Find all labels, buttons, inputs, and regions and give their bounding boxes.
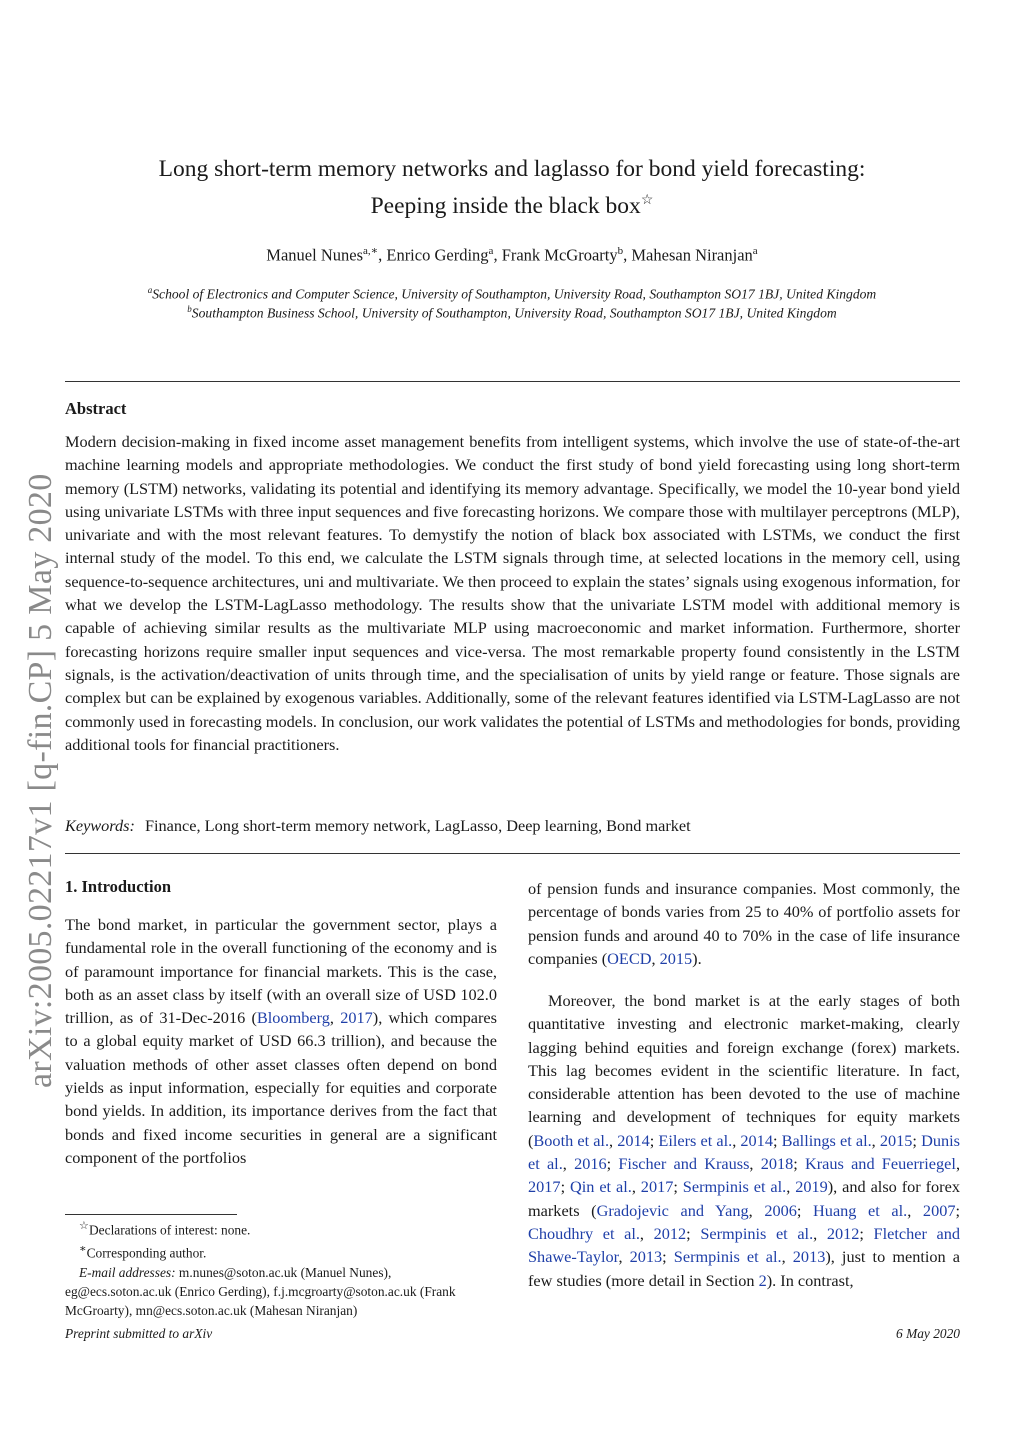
section-reference[interactable]: 2	[758, 1270, 767, 1290]
mid-rule	[65, 853, 960, 854]
citation-year[interactable]: 2014	[617, 1130, 650, 1150]
affiliation-a: $^a$School of Electronics and Computer Science, University of Southampton, University Road, Southampton SO17 1BJ, United Kingdom	[147, 285, 877, 302]
footnote-emails: E-mail addresses: m.nunes@soton.ac.uk (Manuel Nunes), eg@ecs.soton.ac.uk (Enrico Gerding), f.j.mcgroarty@soton.ac.uk (Frank McGroarty), mn@ecs.soton.ac.uk (Mahesan Niranjan)	[65, 1264, 456, 1319]
author-gerding-affil[interactable]: a	[488, 245, 494, 257]
author-nunes-affil[interactable]: a,∗	[363, 245, 379, 257]
footnote-rule	[65, 1214, 237, 1215]
citation-year[interactable]: 2012	[826, 1223, 860, 1243]
citation-year[interactable]: 2012	[653, 1223, 687, 1243]
citation[interactable]: Ballings et al.	[781, 1130, 872, 1150]
author-mcgroarty-affil[interactable]: b	[617, 245, 624, 257]
citation[interactable]: Eilers et al.	[658, 1130, 733, 1150]
citation-year[interactable]: 2018	[760, 1154, 794, 1174]
citation[interactable]: Sermpinis et al.	[673, 1247, 782, 1267]
footer-date: 6 May 2020	[896, 1326, 960, 1341]
citation-year[interactable]: 2017	[640, 1177, 674, 1197]
footer-preprint-note: Preprint submitted to arXiv	[65, 1326, 213, 1341]
citation[interactable]: Fletcher and Shawe-Taylor	[528, 1223, 960, 1267]
citation[interactable]: Choudhry et al.	[528, 1223, 640, 1243]
citation-year[interactable]: 2017	[528, 1177, 561, 1197]
author-mcgroarty: Frank McGroarty	[501, 245, 618, 265]
citation-oecd-year[interactable]: 2015	[659, 948, 693, 968]
footnote-corresponding: ∗Corresponding author.	[79, 1242, 207, 1261]
citation-year[interactable]: 2019	[795, 1177, 828, 1197]
keywords-list: Finance, Long short-term memory network, LagLasso, Deep learning, Bond market	[144, 816, 691, 835]
keywords-label: Keywords:	[65, 816, 135, 835]
citation[interactable]: Sermpinis et al.	[682, 1177, 787, 1197]
citation[interactable]: Dunis et al.	[528, 1130, 960, 1174]
title-line-2: Peeping inside the black box☆	[370, 192, 654, 219]
paper-title	[60, 154, 964, 222]
arxiv-sidebar-identifier: arXiv:2005.02217v1 [q-fin.CP] 5 May 2020	[22, 473, 59, 1088]
citation[interactable]: Booth et al.	[533, 1130, 610, 1150]
citation-year[interactable]: 2016	[574, 1154, 607, 1174]
intro-right-paragraph-1: of pension funds and insurance companies. Most commonly, the percentage of bonds varies from 25 to 40% of portfolio assets for pension funds and around 40 to 70% in the case of life insurance companies (OECD, 2015).	[528, 879, 960, 968]
author-niranjan: Mahesan Niranjan	[631, 245, 753, 265]
intro-right-paragraph-2: Moreover, the bond market is at the early stages of both quantitative investing and electronic market-making, clearly lagging behind equities and foreign exchange (forex) markets. This lag becomes evident in the scientific literature. In fact, considerable attention has been devoted to the use of machine learning and development of techniques for equity markets (Booth et al., 2014; Eilers et al., 2014; Ballings et al., 2015; Dunis et al., 2016; Fischer and Krauss, 2018; Kraus and Feuerriegel, 2017; Qin et al., 2017; Sermpinis et al., 2019), and also for forex markets (Gradojevic and Yang, 2006; Huang et al., 2007; Choudhry et al., 2012; Sermpinis et al., 2012; Fletcher and Shawe-Taylor, 2013; Sermpinis et al., 2013), just to mention a few studies (more detail in Section 2). In contrast,	[528, 991, 961, 1290]
citation-year[interactable]: 2014	[740, 1130, 773, 1150]
top-rule	[65, 381, 960, 382]
author-gerding: Enrico Gerding	[386, 245, 489, 265]
citation-year[interactable]: 2006	[764, 1200, 797, 1220]
citation[interactable]: Gradojevic and Yang	[596, 1200, 749, 1220]
affiliation-b: $^b$Southampton Business School, University of Southampton, University Road, Southampton SO17 1BJ, United Kingdom	[187, 304, 837, 321]
title-star-note[interactable]: ☆	[640, 193, 654, 208]
title-line-1: Long short-term memory networks and laglasso for bond yield forecasting:	[158, 156, 866, 182]
citation-year[interactable]: 2007	[922, 1200, 956, 1220]
author-niranjan-affil[interactable]: a	[752, 245, 758, 257]
footnote-declarations: ☆Declarations of interest: none.	[79, 1220, 251, 1238]
citation-year[interactable]: 2015	[879, 1130, 913, 1150]
abstract-body: Modern decision-making in fixed income asset management benefits from intelligent systems, which involve the use of state-of-the-art machine learning models and appropriate methodologies. We conduct the first study of bond yield forecasting using long short-term memory (LSTM) networks, validating its potential and identifying its memory advantage. Specifically, we model the 10-year bond yield using univariate LSTMs with three input sequences and five forecasting horizons. We compare those with multilayer perceptrons (MLP), univariate and with the most relevant features. To demystify the notion of black box associated with LSTMs, we conduct the first internal study of the model. To this end, we calculate the LSTM signals through time, at selected locations in the memory cell, using sequence-to-sequence architectures, uni and multivariate. We then proceed to explain the states’ signals using exogenous information, for what we develop the LSTM-LagLasso methodology. The results show that the univariate LSTM model with additional memory is capable of achieving similar results as the multivariate MLP using macroeconomic and market information. Furthermore, shorter forecasting horizons require smaller input sequences and vice-versa. The most remarkable property found consistently in the LSTM signals, is the activation/deactivation of units through time, and the specialisation of units by yield range or feature. Those signals are complex but can be explained by exogenous variables. Additionally, some of the relevant features identified via LSTM-LagLasso are not commonly used in forecasting models. In conclusion, our work validates the potential of LSTMs and methodologies for bonds, providing additional tools for financial practitioners.	[65, 432, 960, 754]
citation[interactable]: Qin et al.	[570, 1177, 632, 1197]
citation-bloomberg[interactable]: Bloomberg	[256, 1008, 330, 1028]
section-heading-introduction: 1. Introduction	[65, 877, 172, 896]
citation-year[interactable]: 2013	[629, 1247, 663, 1267]
abstract-heading: Abstract	[65, 399, 127, 418]
keywords	[65, 816, 960, 836]
author-list: Manuel Nunes$^{a,∗}$, Enrico Gerding$^a$, Frank McGroarty$^b$, Mahesan Niranjan$^a$	[266, 245, 758, 265]
citation[interactable]: Huang et al.	[813, 1200, 908, 1220]
author-nunes: Manuel Nunes	[266, 245, 363, 265]
citation-bloomberg-year[interactable]: 2017	[340, 1008, 373, 1028]
citation[interactable]: Fischer and Krauss	[618, 1154, 750, 1174]
citation[interactable]: Kraus and Feuerriegel	[805, 1154, 956, 1174]
citation[interactable]: Sermpinis et al.	[700, 1223, 814, 1243]
citation-year[interactable]: 2013	[792, 1247, 826, 1267]
intro-left-column: The bond market, in particular the government sector, plays a fundamental role in the overall functioning of the economy and is of paramount importance for financial markets. This is the case, both as an asset class by itself (with an overall size of USD 102.0 trillion, as of 31-Dec-2016 (Bloomberg, 2017), which compares to a global equity market of USD 66.3 trillion), and because the valuation methods of other asset classes often depend on bond yields as input information, especially for equities and corporate bond yields. In addition, its importance derives from the fact that bonds and fixed income securities in general are a significant component of the portfolios	[65, 915, 497, 1167]
footnotes	[65, 1217, 497, 1320]
citation-oecd[interactable]: OECD	[607, 948, 652, 968]
